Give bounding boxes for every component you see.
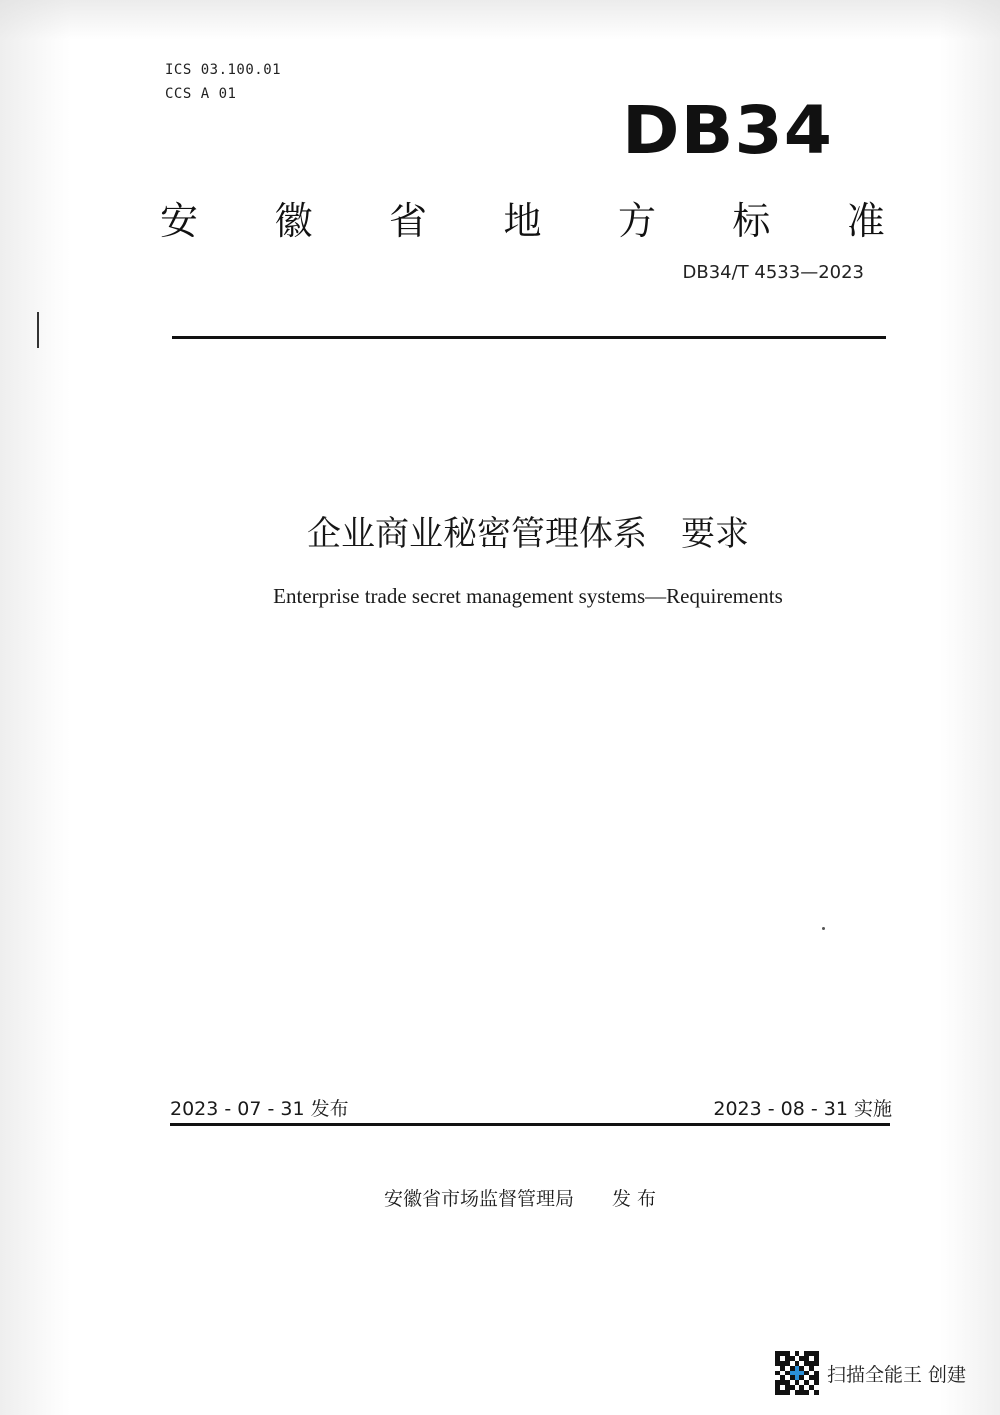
- ics-code: ICS 03.100.01: [165, 62, 282, 78]
- scan-noise: [0, 0, 1000, 40]
- scan-speck: [822, 927, 825, 930]
- standard-type-char: 标: [732, 199, 771, 243]
- header-divider: [172, 336, 886, 339]
- footer-divider: [170, 1123, 890, 1126]
- standard-type-char: 安: [160, 199, 199, 243]
- qr-code-icon: [775, 1351, 819, 1395]
- title-chinese: 企业商业秘密管理体系 要求: [307, 514, 749, 554]
- publisher: 安徽省市场监督管理局 发 布: [383, 1188, 657, 1210]
- issue-date: 2023 - 07 - 31 发布: [170, 1098, 349, 1120]
- standard-type: [160, 190, 885, 245]
- scan-edge-mark: [37, 312, 39, 348]
- db34-logo: DB34: [622, 92, 833, 169]
- standard-type-char: 徽: [274, 199, 313, 243]
- standard-number: DB34/T 4533—2023: [682, 262, 864, 283]
- watermark-text: 扫描全能王 创建: [826, 1363, 966, 1386]
- standard-type-char: 准: [846, 199, 885, 243]
- standard-type-char: 方: [617, 199, 656, 243]
- implementation-date: 2023 - 08 - 31 实施: [713, 1098, 892, 1120]
- title-english: Enterprise trade secret management systems—Requirements: [273, 584, 783, 608]
- standard-type-char: 地: [503, 199, 542, 243]
- ccs-code: CCS A 01: [165, 86, 237, 102]
- standard-type-char: 省: [388, 199, 427, 243]
- scanner-watermark: [775, 1351, 966, 1395]
